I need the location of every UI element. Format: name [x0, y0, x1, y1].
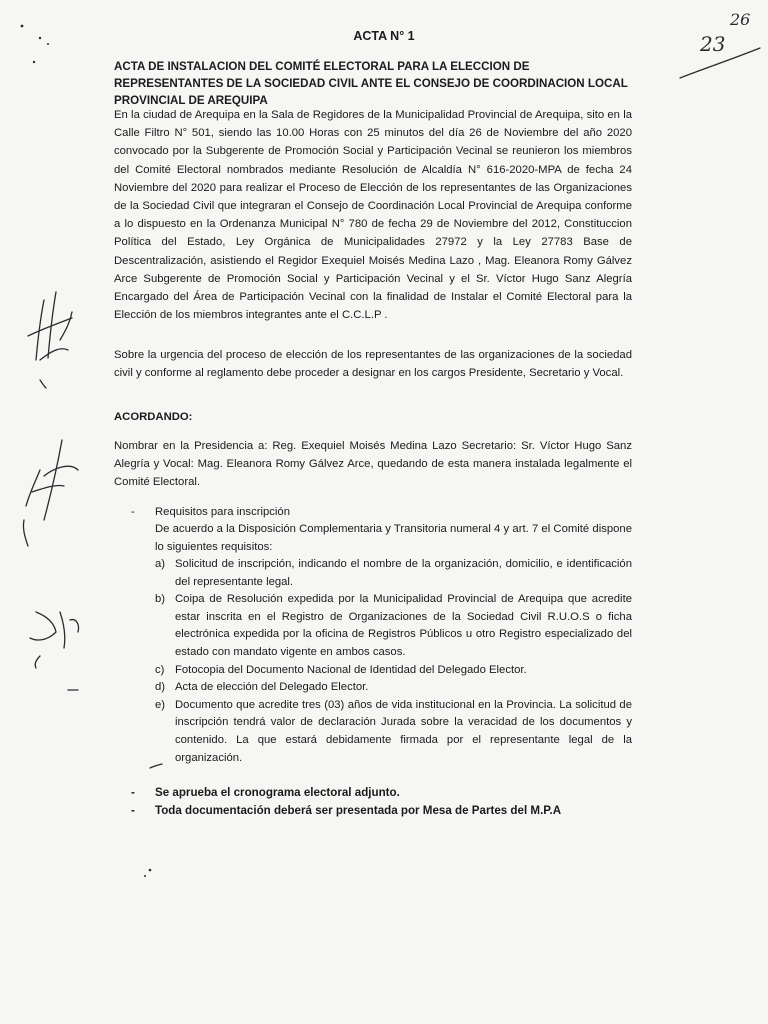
requisitos-title: Requisitos para inscripción	[155, 506, 291, 518]
paragraph-nombramiento: Nombrar en la Presidencia a: Reg. Exequiel Moisés Medina Lazo Secretario: Sr. Víctor Hugo Sanz Alegría y Vocal: Mag. Eleanora Romy Gálvez Arce, quedando de esta manera instalada legalmente el Comité Electoral.	[114, 440, 632, 489]
list-item-text: Documento que acredite tres (03) años de vida institucional en la Provincia. La solicitud de inscripción tendrá valor de declaración Jurada sobre la veracidad de los documentos y contenido. La que estará debidamente firmada por el representante legal de la organización.	[175, 698, 632, 764]
requisitos-dash: -	[131, 506, 135, 518]
final-item-dash: -	[131, 786, 135, 799]
paragraph-urgencia: Sobre la urgencia del proceso de elección de los representantes de las organizaciones de la sociedad civil y conforme al reglamento debe proceder a designar en los cargos Presidente, Secretario y Vocal.	[114, 349, 632, 380]
document-title: ACTA N° 1	[353, 29, 415, 43]
signature-3	[30, 612, 79, 668]
list-marker: d)	[155, 681, 166, 694]
list-marker: a)	[155, 558, 166, 570]
list-item-text: Acta de elección del Delegado Elector.	[175, 681, 369, 694]
list-marker: e)	[155, 698, 166, 711]
list-item-text: Fotocopia del Documento Nacional de Identidad del Delegado Elector.	[175, 663, 527, 676]
list-item-text: Solicitud de inscripción, indicando el nombre de la organización, domicilio, e identificación del representante legal.	[175, 558, 632, 588]
final-item-text: Toda documentación deberá ser presentada por Mesa de Partes del M.P.A	[155, 804, 562, 817]
final-item-text: Se aprueba el cronograma electoral adjunto.	[155, 786, 400, 799]
pen-stroke	[680, 48, 760, 78]
paragraph-intro: En la ciudad de Arequipa en la Sala de Regidores de la Municipalidad Provincial de Arequipa, sito en la Calle Filtro N° 501, siendo las 10.00 Horas con 25 minutos del día 26 de Noviembre del año 2020 convocado por la Subgerente de Promoción Social y Participación Vecinal se reunieron los miembros del Comité Electoral nombrados mediante Resolución de Alcaldía N° 616-2020-MPA de fecha 24 Noviembre del 2020 para realizar el Proceso de Elección de los representantes de las Organizaciones de la Sociedad Civil que integraran el Consejo de Coordinación Local Provincial de Arequipa conforme a lo dispuesto en la Ordenanza Municipal N° 780 de fecha 29 de Noviembre del 2012, Constituccion Política del Estado, Ley Orgánica de Municipalidades 27972 y la Ley 27783 Base de Descentralización, asistiendo el Regidor Exequiel Moisés Medina Lazo , Mag. Eleanora Romy Gálvez Arce Subgerente de Promoción Social y Participación Vecinal y el Sr. Víctor Hugo Sanz Alegría Encargado del Área de Participación Vecinal con la finalidad de Instalar el Comité Electoral para la Elección de los miembros integrantes ante el C.C.L.P .	[114, 109, 632, 322]
list-item-text: Coipa de Resolución expedida por la Municipalidad Provincial de Arequipa que acredite estar inscrita en el Registro de Organizaciones de la Sociedad Civil R.U.O.S o ficha electrónica expedida por la oficina de Registros Públicos u otro Registro especializado del estado con mandato vigente en ambos casos.	[175, 593, 632, 658]
signature-1	[28, 292, 72, 360]
page-number: 23	[700, 32, 726, 56]
list-marker: b)	[155, 593, 166, 606]
document-heading: ACTA DE INSTALACION DEL COMITÉ ELECTORAL PARA LA ELECCION DE REPRESENTANTES DE LA SOCIEDAD CIVIL ANTE EL CONSEJO DE COORDINACION LOCAL PROVINCIAL DE AREQUIPA	[114, 60, 628, 107]
page-number-2: 26	[730, 10, 751, 29]
list-marker: c)	[155, 663, 165, 676]
requisitos-intro: De acuerdo a la Disposición Complementaria y Transitoria numeral 4 y art. 7 el Comité dispone lo siguientes requisitos:	[155, 523, 632, 553]
acordando-heading: ACORDANDO:	[114, 411, 193, 423]
final-item-dash: -	[131, 804, 135, 817]
signature-2	[23, 440, 78, 546]
